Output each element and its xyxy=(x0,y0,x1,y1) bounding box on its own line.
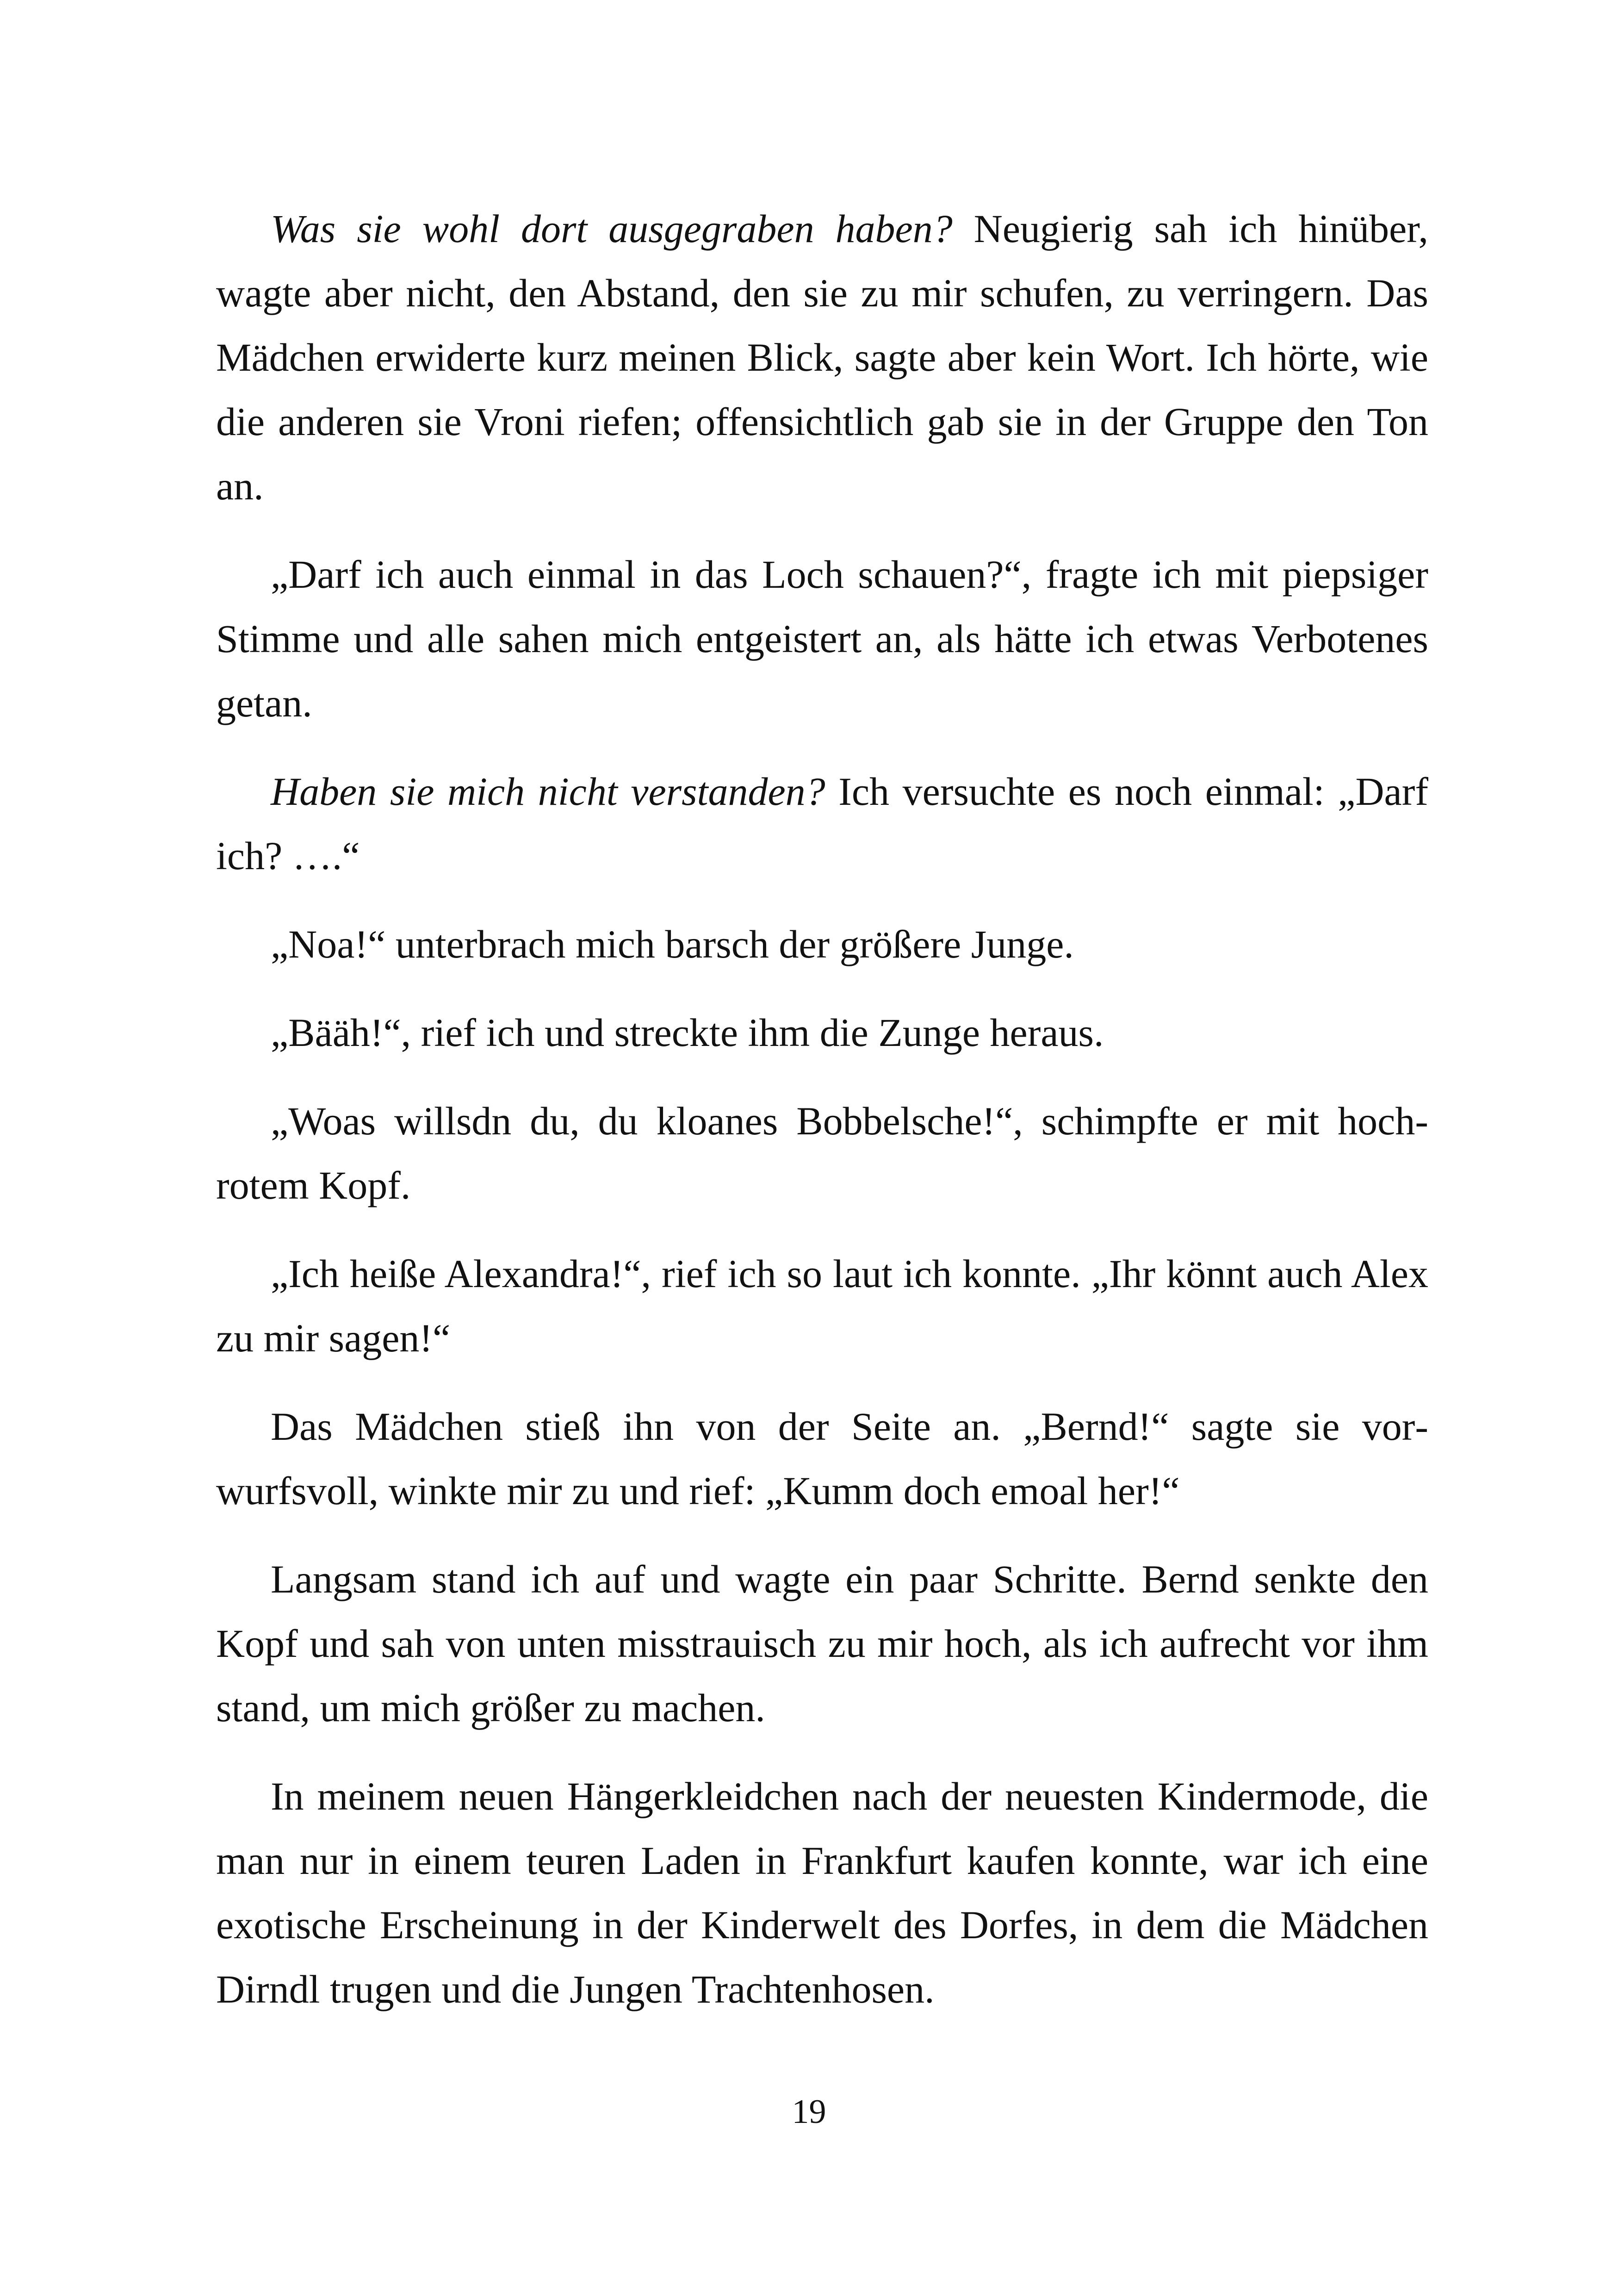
paragraph-5 xyxy=(216,1001,1428,1065)
paragraph-10 xyxy=(216,1764,1428,2022)
paragraph-3 xyxy=(216,759,1428,888)
paragraph-2-text: „Darf ich auch einmal in das Loch schauen?“, fragte ich mit piepsiger Stimme und alle sahen mich entgeistert an, als hätte ich etwas Verbotenes getan. xyxy=(216,552,1428,725)
paragraph-7 xyxy=(216,1242,1428,1370)
paragraph-8 xyxy=(216,1394,1428,1523)
paragraph-10-text: In meinem neuen Hängerkleidchen nach der neuesten Kindermode, die man nur in einem teuren Laden in Frankfurt kaufen konnte, war ich eine exotische Erscheinung in der Kinderwelt des Dorfes, in dem die Mädchen Dirndl trugen und die Jungen Trachtenhosen. xyxy=(216,1774,1428,2011)
paragraph-1-italic-lead: Was sie wohl dort ausgegraben haben? xyxy=(271,206,953,251)
paragraph-3-italic-lead: Haben sie mich nicht verstanden? xyxy=(271,769,825,814)
paragraph-6 xyxy=(216,1089,1428,1218)
paragraph-4-text: „Noa!“ unterbrach mich barsch der größere Junge. xyxy=(271,922,1074,966)
paragraph-1 xyxy=(216,197,1428,518)
paragraph-2 xyxy=(216,542,1428,735)
body-text xyxy=(216,197,1428,2046)
paragraph-5-text: „Bääh!“, rief ich und streckte ihm die Zunge heraus. xyxy=(271,1010,1104,1055)
paragraph-9 xyxy=(216,1547,1428,1740)
paragraph-9-text: Langsam stand ich auf und wagte ein paar Schritte. Bernd senkte den Kopf und sah von unten misstrauisch zu mir hoch, als ich aufrecht vor ihm stand, um mich größer zu machen. xyxy=(216,1557,1428,1730)
paragraph-4 xyxy=(216,912,1428,977)
page-number: 19 xyxy=(792,2093,826,2131)
paragraph-1-text: Neugierig sah ich hinüber, wagte aber nicht, den Abstand, den sie zu mir schufen, zu verringern. Das Mädchen erwiderte kurz meinen Blick, sagte aber kein Wort. Ich hörte, wie die anderen sie Vroni riefen; offensichtlich gab sie in der Gruppe den Ton an. xyxy=(216,206,1429,508)
paragraph-7-text: „Ich heiße Alexandra!“, rief ich so laut ich konnte. „Ihr könnt auch Alex zu mir sagen!“ xyxy=(216,1251,1428,1360)
paragraph-8-text: Das Mädchen stieß ihn von der Seite an. „Bernd!“ sagte sie vorwurfsvoll, winkte mir zu und rief: „Kumm doch emoal her!“ xyxy=(216,1404,1428,1513)
paragraph-3-text: Ich versuchte es noch einmal: „Darf ich? ….“ xyxy=(216,769,1428,878)
paragraph-6-text: „Woas willsdn du, du kloanes Bobbelsche!“, schimpfte er mit hochrotem Kopf. xyxy=(216,1099,1428,1207)
